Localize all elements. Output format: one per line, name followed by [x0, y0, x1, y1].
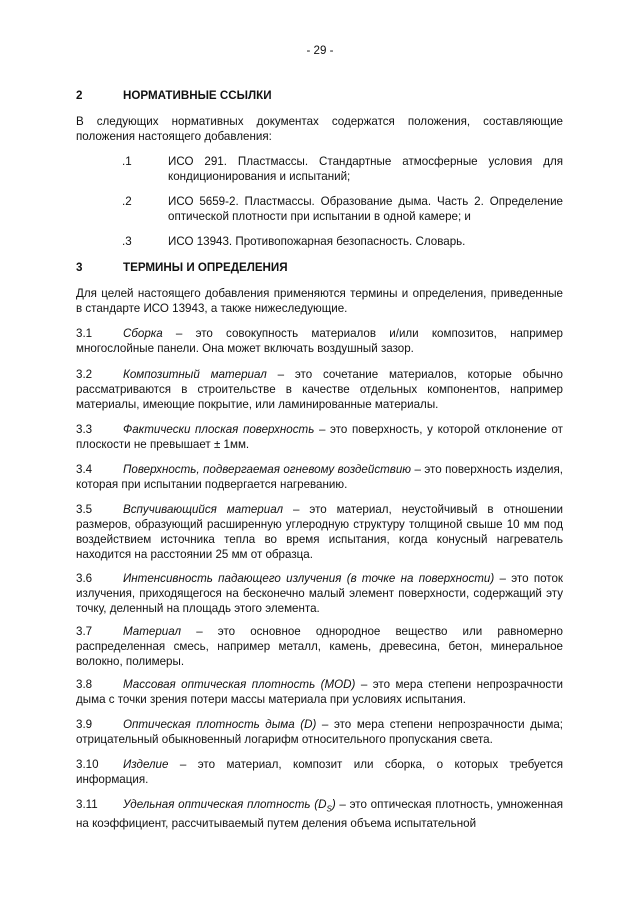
definition-text: – это материал, неустойчивый в отношении размеров, образующий расширенную углеродную структуру толщиной свыше 10 мм под воздействием источника тепла во время испытания, когда конусный нагреватель находится на расстоянии 25 мм от образца. — [76, 503, 563, 561]
reference-number: .1 — [122, 155, 132, 168]
definition-term: Интенсивность падающего излучения (в точке на поверхности) — [123, 572, 495, 585]
definition-number: 3.5 — [76, 503, 93, 516]
definition-term: Оптическая плотность дыма (D) — [123, 718, 317, 731]
reference-item — [122, 234, 563, 250]
definition-term-main: Удельная оптическая плотность (D — [123, 798, 327, 811]
definition-text: – это мера степени непрозрачности дыма с точки зрения потери массы материала при условиях испытания. — [76, 678, 564, 706]
definition-term: Фактически плоская поверхность — [123, 423, 315, 436]
page-number: - 29 - — [306, 44, 334, 57]
section-number: 2 — [76, 89, 83, 102]
section-number: 3 — [76, 261, 83, 274]
definition-item — [76, 326, 563, 356]
definition-text: – это совокупность материалов и/или композитов, например многослойные панели. Она может включать воздушный зазор. — [76, 327, 563, 355]
definition-text: – это материал, композит или сборка, о которых требуется информация. — [76, 758, 563, 786]
definition-text: – это сочетание материалов, которые обычно рассматриваются в строительстве в качестве отдельных компонентов, например материалы, имеющие покрытие, или ламинированные материалы. — [76, 368, 563, 411]
section-title: ТЕРМИНЫ И ОПРЕДЕЛЕНИЯ — [123, 261, 288, 274]
definition-term — [123, 798, 336, 814]
definition-number: 3.1 — [76, 327, 93, 340]
reference-text: ИСО 13943. Противопожарная безопасность. Словарь. — [168, 235, 466, 248]
reference-number: .2 — [122, 195, 132, 208]
definition-term: Сборка — [123, 327, 163, 340]
reference-number: .3 — [122, 235, 132, 248]
definition-number: 3.2 — [76, 368, 93, 381]
definition-item — [76, 571, 563, 616]
definition-number: 3.10 — [76, 758, 99, 771]
definition-text: – это оптическая плотность, умноженная на коэффициент, рассчитываемый путем деления объема испытательной — [76, 798, 564, 831]
definition-item — [76, 502, 563, 562]
section-2-intro: В следующих нормативных документах содержатся положения, составляющие положения настоящего добавления: — [76, 115, 563, 143]
definition-text: – это поверхность изделия, которая при испытании подвергается нагреванию. — [76, 463, 563, 491]
definition-number: 3.6 — [76, 572, 93, 585]
section-3-intro: Для целей настоящего добавления применяются термины и определения, приведенные в стандарте ИСО 13943, а также нижеследующие. — [76, 287, 563, 315]
definition-number: 3.11 — [76, 798, 98, 811]
definition-item — [76, 367, 563, 412]
definition-item — [76, 624, 563, 669]
reference-item — [122, 154, 563, 186]
definition-item — [76, 757, 563, 787]
definition-item — [76, 462, 563, 492]
section-title: НОРМАТИВНЫЕ ССЫЛКИ — [123, 89, 272, 102]
definition-term: Вспучивающийся материал — [123, 503, 284, 516]
definition-term: Массовая оптическая плотность (MOD) — [123, 678, 356, 691]
definition-item — [76, 677, 563, 707]
definition-number: 3.3 — [76, 423, 93, 436]
definition-term: Изделие — [123, 758, 169, 771]
section-3-heading — [76, 261, 288, 274]
definition-number: 3.4 — [76, 463, 93, 476]
definition-text: – это мера степени непрозрачности дыма; отрицательный обыкновенный логарифм относительного пропускания света. — [76, 718, 563, 746]
reference-item — [122, 194, 563, 226]
definition-item — [76, 422, 563, 452]
definition-number: 3.9 — [76, 718, 93, 731]
definition-term-end: ) — [331, 798, 336, 811]
reference-text: ИСО 291. Пластмассы. Стандартные атмосферные условия для кондиционирования и испытаний; — [168, 155, 563, 183]
reference-text: ИСО 5659-2. Пластмассы. Образование дыма. Часть 2. Определение оптической плотности при испытании в одной камере; и — [168, 195, 563, 223]
definition-item — [76, 797, 563, 831]
section-2-heading — [76, 89, 272, 102]
definition-item — [76, 717, 563, 747]
definition-text: – это поверхность, у которой отклонение от плоскости не превышает ± 1мм. — [76, 423, 563, 451]
definition-text: – это поток излучения, приходящегося на бесконечно малый элемент поверхности, содержащий эту точку, деленный на площадь этого элемента. — [76, 572, 563, 615]
definition-term: Композитный материал — [123, 368, 267, 381]
definition-term: Поверхность, подвергаемая огневому воздействию — [123, 463, 411, 476]
definition-number: 3.8 — [76, 678, 93, 691]
definition-text: – это основное однородное вещество или равномерно распределенная смесь, например металл, камень, древесина, бетон, минеральное волокно, полимеры. — [76, 625, 563, 668]
definition-number: 3.7 — [76, 625, 93, 638]
definition-term: Материал — [123, 625, 182, 638]
definition-term-subscript: S — [326, 804, 332, 814]
